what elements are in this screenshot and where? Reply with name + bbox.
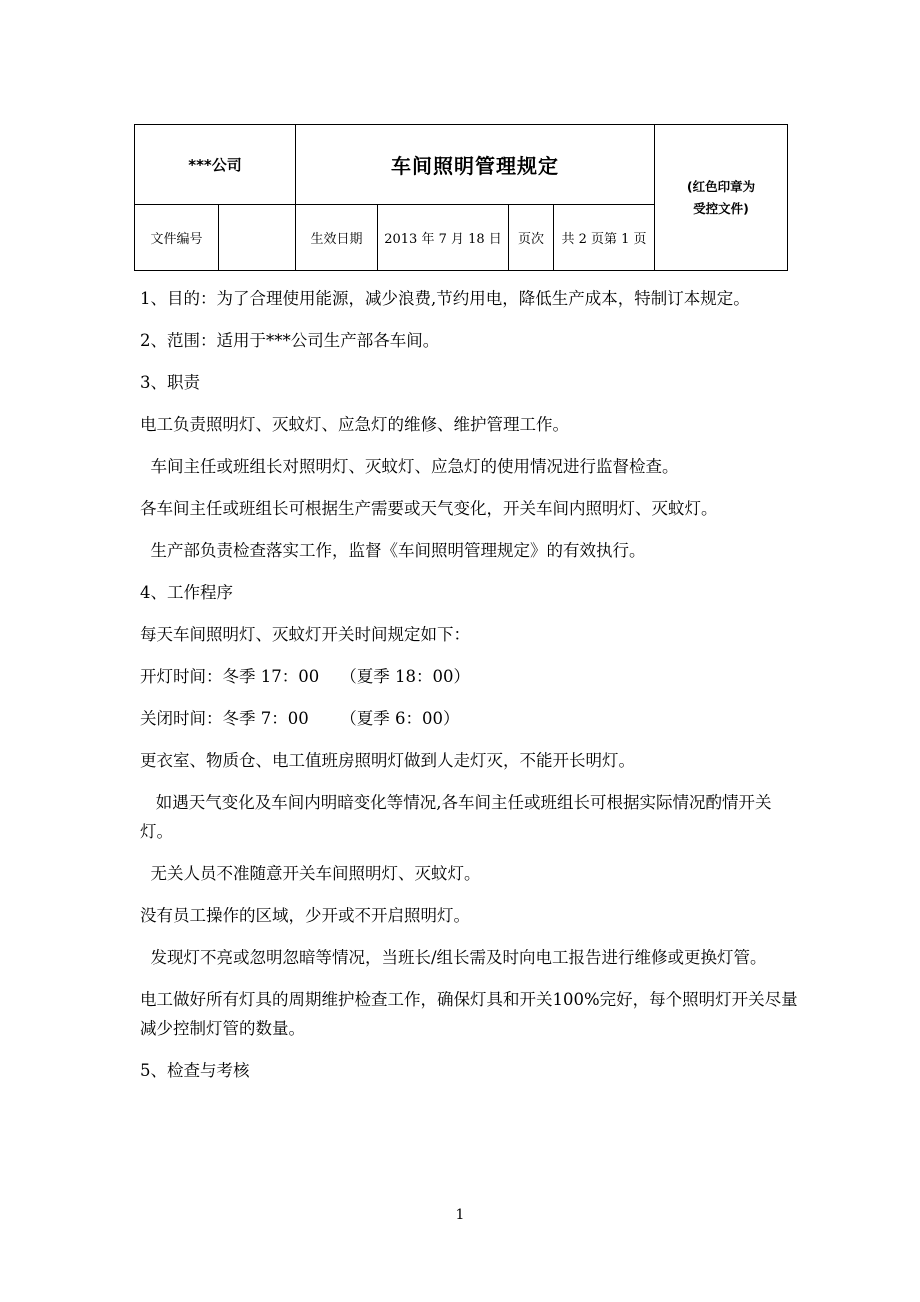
paragraph: 每天车间照明灯、灭蚊灯开关时间规定如下： — [140, 625, 470, 644]
paragraph: 更衣室、物质仓、电工值班房照明灯做到人走灯灭，不能开长明灯。 — [140, 751, 635, 770]
effective-date-label: 生效日期 — [296, 205, 378, 271]
paragraph: 电工负责照明灯、灭蚊灯、应急灯的维修、维护管理工作。 — [140, 415, 569, 434]
paragraph-on-time: 开灯时间：冬季 17：00 （夏季 18：00） — [140, 667, 470, 686]
stamp-note-line2: 受控文件) — [693, 200, 749, 216]
document-title: 车间照明管理规定 — [296, 125, 655, 205]
paragraph: 各车间主任或班组长可根据生产需要或天气变化，开关车间内照明灯、灭蚊灯。 — [140, 499, 718, 518]
paragraph: 发现灯不亮或忽明忽暗等情况，当班长/组长需及时向电工报告进行维修或更换灯管。 — [140, 948, 767, 967]
doc-number-label: 文件编号 — [135, 205, 219, 271]
paragraph: 如遇天气变化及车间内明暗变化等情况,各车间主任或班组长可根据实际情况酌情开关灯。 — [140, 793, 772, 841]
paragraph: 车间主任或班组长对照明灯、灭蚊灯、应急灯的使用情况进行监督检查。 — [140, 457, 679, 476]
stamp-note — [655, 125, 788, 271]
heading-inspection: 5、检查与考核 — [140, 1061, 250, 1080]
page-count-label: 页次 — [509, 205, 554, 271]
company-name: ***公司 — [135, 125, 296, 205]
paragraph-scope: 2、范围：适用于***公司生产部各车间。 — [140, 331, 440, 350]
paragraph: 生产部负责检查落实工作，监督《车间照明管理规定》的有效执行。 — [140, 541, 646, 560]
document-body — [140, 284, 800, 1098]
doc-number-value — [219, 205, 296, 271]
document-header-table — [134, 124, 788, 271]
paragraph-purpose: 1、目的：为了合理使用能源，减少浪费,节约用电，降低生产成本，特制订本规定。 — [140, 289, 750, 308]
heading-procedure: 4、工作程序 — [140, 583, 233, 602]
page-count-value: 共 2 页第 1 页 — [554, 205, 655, 271]
paragraph: 没有员工操作的区域，少开或不开启照明灯。 — [140, 906, 470, 925]
paragraph: 电工做好所有灯具的周期维护检查工作，确保灯具和开关100%完好，每个照明灯开关尽量减少控制灯管的数量。 — [140, 990, 798, 1038]
page-number: 1 — [455, 1207, 465, 1223]
heading-responsibilities: 3、职责 — [140, 373, 200, 392]
effective-date-value: 2013 年 7 月 18 日 — [378, 205, 509, 271]
paragraph: 无关人员不准随意开关车间照明灯、灭蚊灯。 — [140, 864, 481, 883]
stamp-note-line1: (红色印章为 — [686, 178, 756, 194]
paragraph-off-time: 关闭时间：冬季 7：00 （夏季 6：00） — [140, 709, 460, 728]
